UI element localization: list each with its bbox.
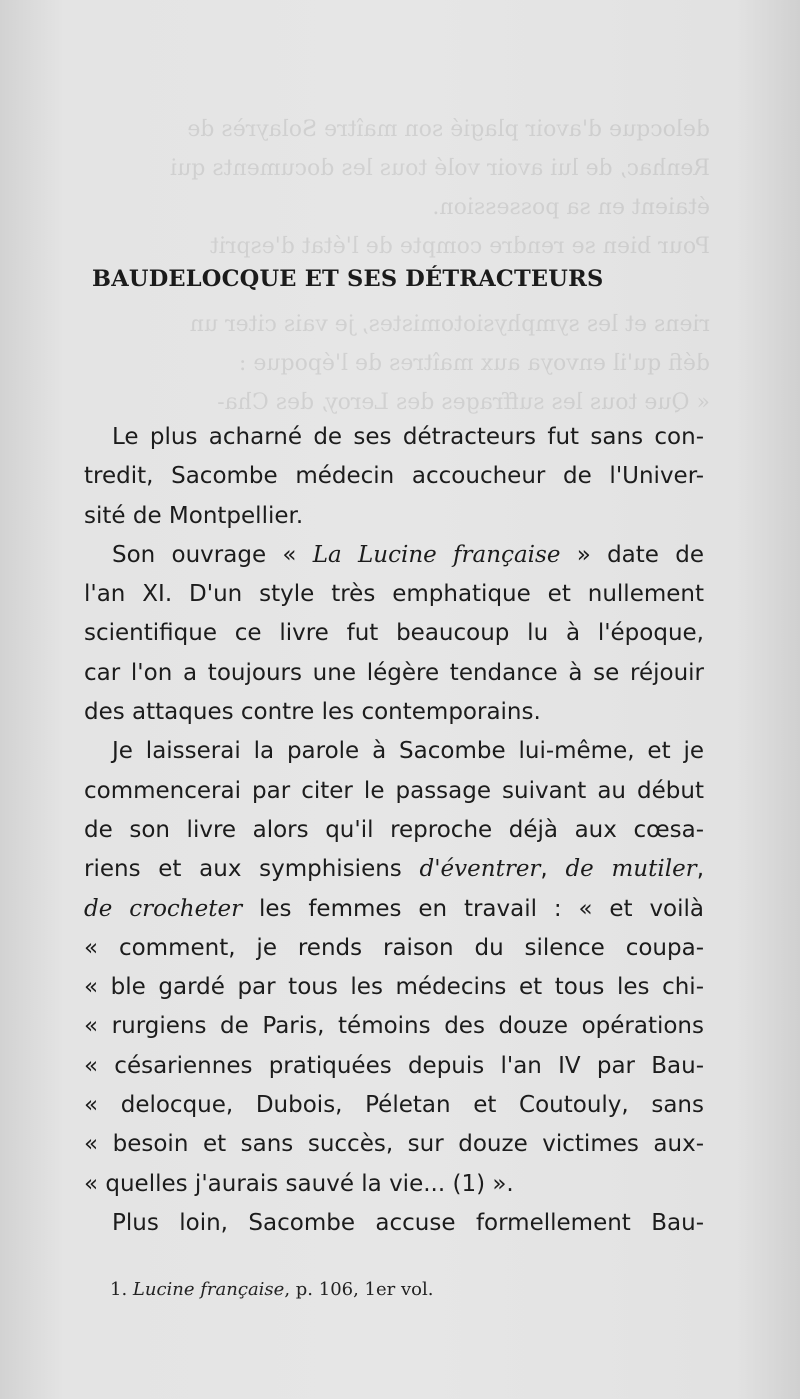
text-line: commencerai par citer le passage suivant au début — [84, 777, 704, 804]
italic-term: de mutiler — [565, 856, 697, 883]
text-line: Plus loin, Sacombe accuse formellement Bau- — [112, 1209, 704, 1236]
text-line: Le plus acharné de ses détracteurs fut sans con- — [112, 424, 704, 450]
text-line: l'an XI. D'un style très emphatique et nullement — [84, 581, 704, 608]
body-text — [84, 418, 704, 1243]
quote-line: « comment, je rends raison du silence coupa- — [84, 934, 704, 961]
quote-line: « rurgiens de Paris, témoins des douze opérations — [84, 1013, 704, 1040]
footnote-reference: , p. 106, 1er vol. — [284, 1279, 434, 1300]
text-line: de crocheter les femmes en travail : « et voilà — [84, 895, 704, 922]
quote-line: « césariennes pratiquées depuis l'an IV par Bau- — [84, 1052, 704, 1079]
text-line: riens et aux symphisiens d'éventrer, de mutiler, — [84, 856, 704, 883]
bleed-through-text: delocque d'avoir plagié son maître Solayrès de Renhac, de lui avoir volé tous les documents qui étaient en sa possession. Pour bien se rendre compte de l'état d'esprit riens et les symphysiotomistes, je vais citer un défi qu'il envoya aux maîtres de l'époque : « Que tous les suffrages des Leroy, des Cha- — [170, 117, 710, 415]
footnote-title-italic: Lucine française — [132, 1279, 285, 1300]
text-line: Son ouvrage « La Lucine française » date de — [112, 541, 704, 568]
quote-line: « besoin et sans succès, sur douze victimes aux- — [84, 1131, 704, 1158]
footnote — [110, 1279, 433, 1300]
quote-line: « quelles j'aurais sauvé la vie... (1) ». — [84, 1170, 514, 1197]
book-title-italic: La Lucine française — [312, 541, 561, 568]
text-line: sité de Montpellier. — [84, 502, 304, 529]
quote-line: « ble gardé par tous les médecins et tous les chi- — [84, 974, 704, 1001]
text-line: car l'on a toujours une légère tendance à se réjouir — [84, 659, 704, 686]
text-line: tredit, Sacombe médecin accoucheur de l'Univer- — [84, 463, 704, 490]
italic-term: de crocheter — [84, 895, 243, 922]
text-line: scientifique ce livre fut beaucoup lu à l'époque, — [84, 620, 704, 647]
quote-line: « delocque, Dubois, Péletan et Coutouly, sans — [84, 1092, 704, 1119]
footnote-number: 1. — [110, 1279, 128, 1300]
chapter-title: BAUDELOCQUE ET SES DÉTRACTEURS — [92, 266, 604, 292]
italic-term: d'éventrer — [419, 856, 541, 883]
text-line: des attaques contre les contemporains. — [84, 699, 541, 726]
text-line: Je laisserai la parole à Sacombe lui-même, et je — [112, 738, 704, 765]
text-line: de son livre alors qu'il reproche déjà aux cœsa- — [84, 816, 704, 843]
